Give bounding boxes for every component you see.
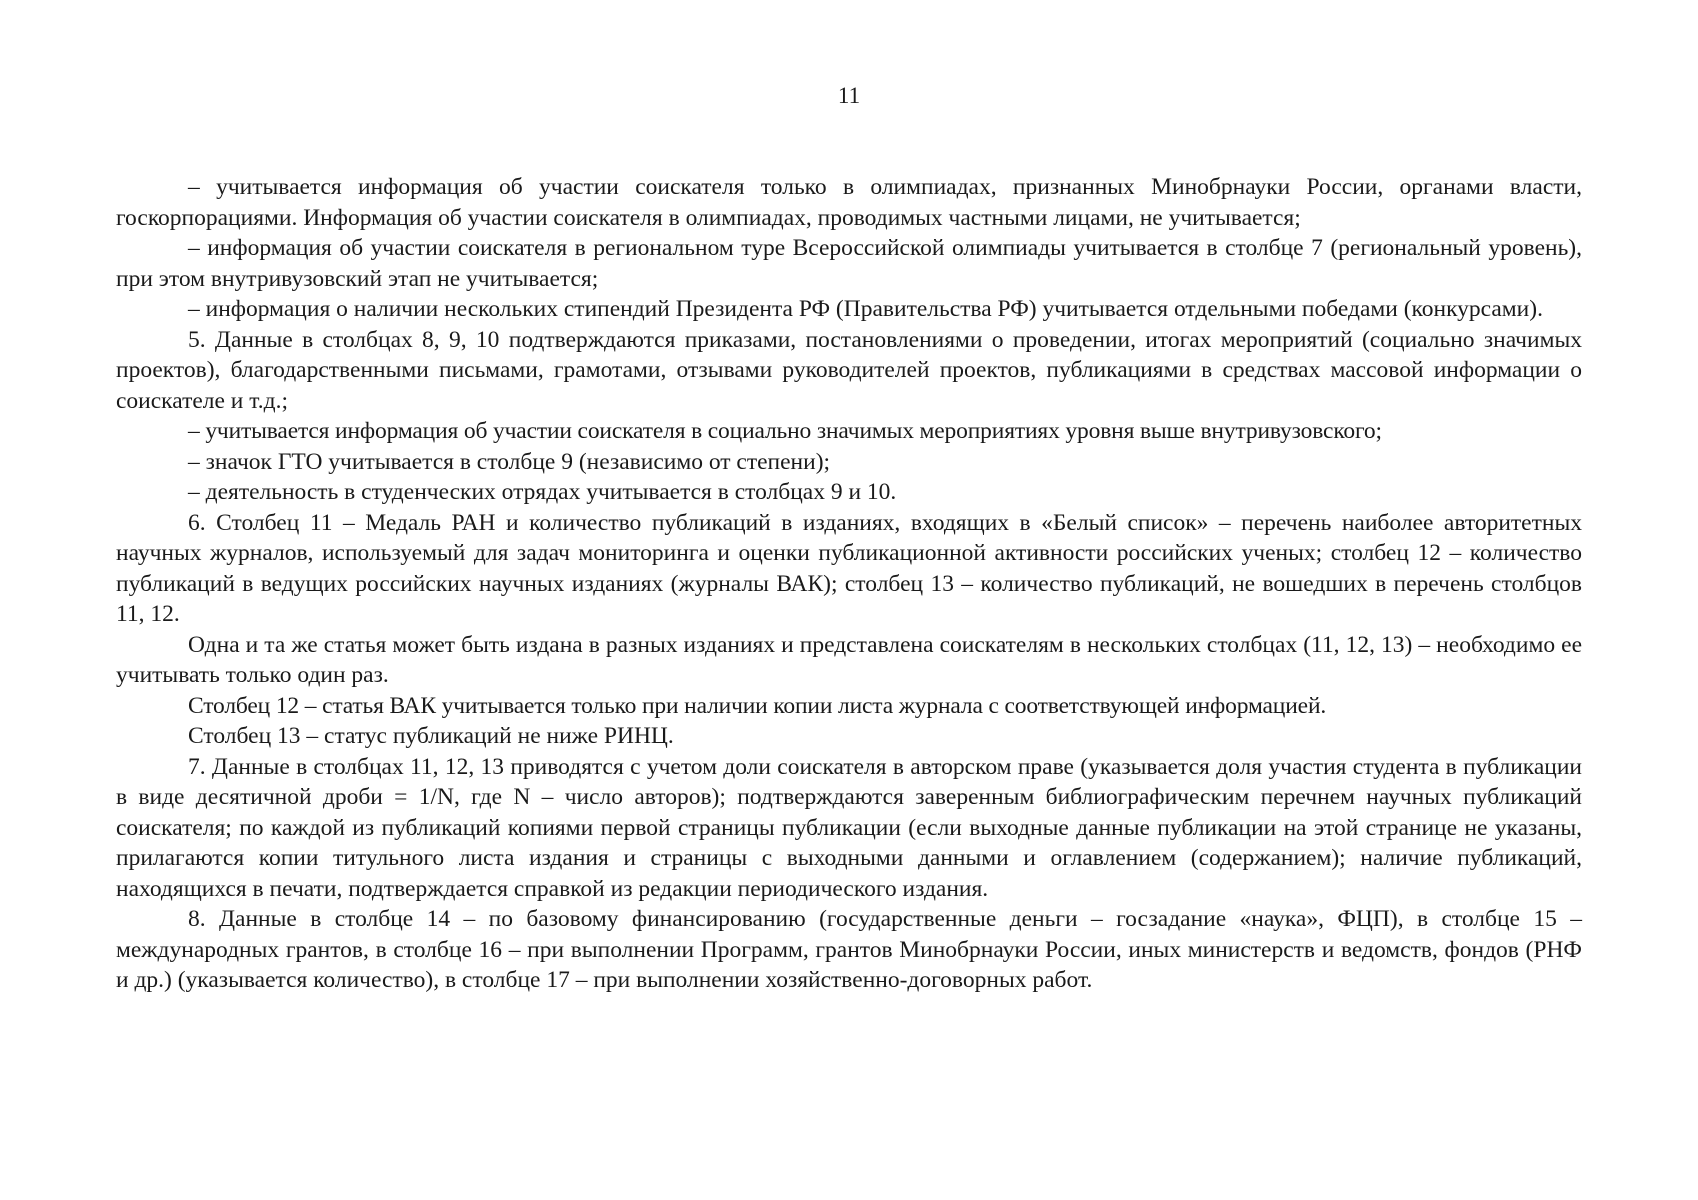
page-number: 11 — [837, 83, 861, 108]
paragraph-column-13: Столбец 13 – статус публикаций не ниже РИНЦ. — [188, 723, 674, 749]
paragraph-student-teams: – деятельность в студенческих отрядах учитывается в столбцах 9 и 10. — [188, 479, 897, 505]
paragraph-gto-badge: – значок ГТО учитывается в столбце 9 (независимо от степени); — [188, 448, 831, 475]
paragraph-item-7: 7. Данные в столбцах 11, 12, 13 приводятся с учетом доли соискателя в авторском праве (указывается доля участия студента в публикации в виде десятичной дроби = 1/N, где N – число авторов); подтверждаются заверенным библиографическим перечнем научных публикаций соискателя; по каждой из публикаций копиями первой страницы публикации (если выходные данные публикации на этой странице не указаны, прилагаются копии титульного листа издания и страницы с выходными данными и оглавлением (содержанием); наличие публикаций, находящихся в печати, подтверждается справкой из редакции периодического издания. — [116, 753, 1582, 902]
paragraph-item-6: 6. Столбец 11 – Медаль РАН и количество публикаций в изданиях, входящих в «Белый список» – перечень наиболее авторитетных научных журналов, используемый для задач мониторинга и оценки публикационной активности российских ученых; столбец 12 – количество публикаций в ведущих российских научных изданиях (журналы ВАК); столбец 13 – количество публикаций, не вошедших в перечень столбцов 11, 12. — [116, 509, 1582, 627]
document-body — [116, 172, 1582, 996]
paragraph-regional-tour: – информация об участии соискателя в региональном туре Всероссийской олимпиады учитывается в столбце 7 (региональный уровень), при этом внутривузовский этап не учитывается; — [116, 235, 1582, 292]
paragraph-president-scholarships: – информация о наличии нескольких стипендий Президента РФ (Правительства РФ) учитывается отдельными победами (конкурсами). — [188, 296, 1543, 322]
paragraph-column-12: Столбец 12 – статья ВАК учитывается только при наличии копии листа журнала с соответствующей информацией. — [188, 692, 1327, 719]
paragraph-social-events: – учитывается информация об участии соискателя в социально значимых мероприятиях уровня выше внутривузовского; — [188, 418, 1382, 444]
paragraph-item-8: 8. Данные в столбце 14 – по базовому финансированию (государственные деньги – госзадание «наука», ФЦП), в столбце 15 – международных грантов, в столбце 16 – при выполнении Программ, грантов Минобрнауки России, иных министерств и ведомств, фондов (РНФ и др.) (указывается количество), в столбце 17 – при выполнении хозяйственно-договорных работ. — [116, 906, 1582, 993]
paragraph-item-5: 5. Данные в столбцах 8, 9, 10 подтверждаются приказами, постановлениями о проведении, итогах мероприятий (социально значимых проектов), благодарственными письмами, грамотами, отзывами руководителей проектов, публикациями в средствах массовой информации о соискателе и т.д.; — [116, 326, 1582, 414]
paragraph-same-article: Одна и та же статья может быть издана в разных изданиях и представлена соискателям в нескольких столбцах (11, 12, 13) – необходимо ее учитывать только один раз. — [116, 631, 1582, 688]
paragraph-olympiad-recognition: – учитывается информация об участии соискателя только в олимпиадах, признанных Минобрнауки России, органами власти, госкорпорациями. Информация об участии соискателя в олимпиадах, проводимых частными лицами, не учитывается; — [116, 174, 1582, 231]
